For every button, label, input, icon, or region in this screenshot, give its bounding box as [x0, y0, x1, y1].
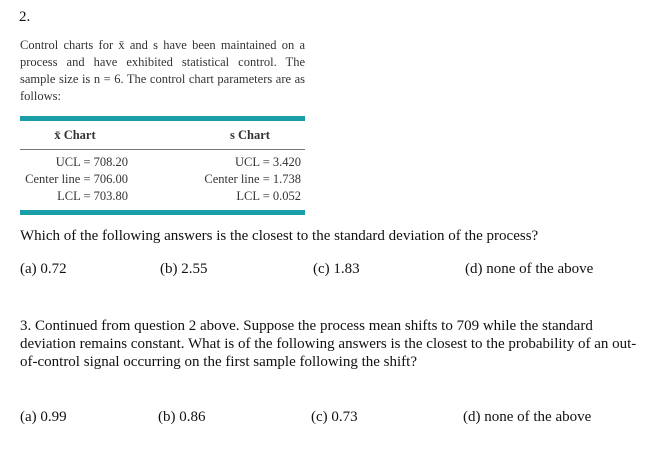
- question-number: 2.: [19, 9, 31, 25]
- xbar-center: Center line = 706.00: [25, 172, 128, 186]
- s-lcl: LCL = 0.052: [236, 189, 301, 203]
- xbar-lcl: LCL = 703.80: [57, 189, 128, 203]
- q2-option-b: (b) 2.55: [160, 261, 208, 277]
- q3-question: 3. Continued from question 2 above. Suppose the process mean shifts to 709 while the standard deviation remains constant. What is of the following answers is the closest to the probability of an out-of-control signal occurring on the first sample following the shift?: [20, 318, 637, 370]
- table-header-rule: [20, 149, 305, 150]
- q2-option-c: (c) 1.83: [313, 261, 360, 277]
- q3-option-c: (c) 0.73: [311, 409, 358, 425]
- table-top-rule: [20, 116, 305, 121]
- table-bottom-rule: [20, 210, 305, 215]
- q2-question: Which of the following answers is the closest to the standard deviation of the process?: [20, 228, 539, 244]
- s-ucl: UCL = 3.420: [235, 155, 301, 169]
- q3-option-a: (a) 0.99: [20, 409, 67, 425]
- q2-option-a: (a) 0.72: [20, 261, 67, 277]
- xbar-chart-header: x̄ Chart: [54, 128, 96, 142]
- s-chart-header: s Chart: [230, 128, 270, 142]
- q2-option-d: (d) none of the above: [465, 261, 594, 277]
- s-center: Center line = 1.738: [204, 172, 301, 186]
- q3-option-d: (d) none of the above: [463, 409, 592, 425]
- xbar-ucl: UCL = 708.20: [55, 155, 128, 169]
- q3-option-b: (b) 0.86: [158, 409, 206, 425]
- question-intro: Control charts for x̄ and s have been maintained on a process and have exhibited statistical control. The sample size is n = 6. The control chart parameters are as follows:: [20, 38, 305, 103]
